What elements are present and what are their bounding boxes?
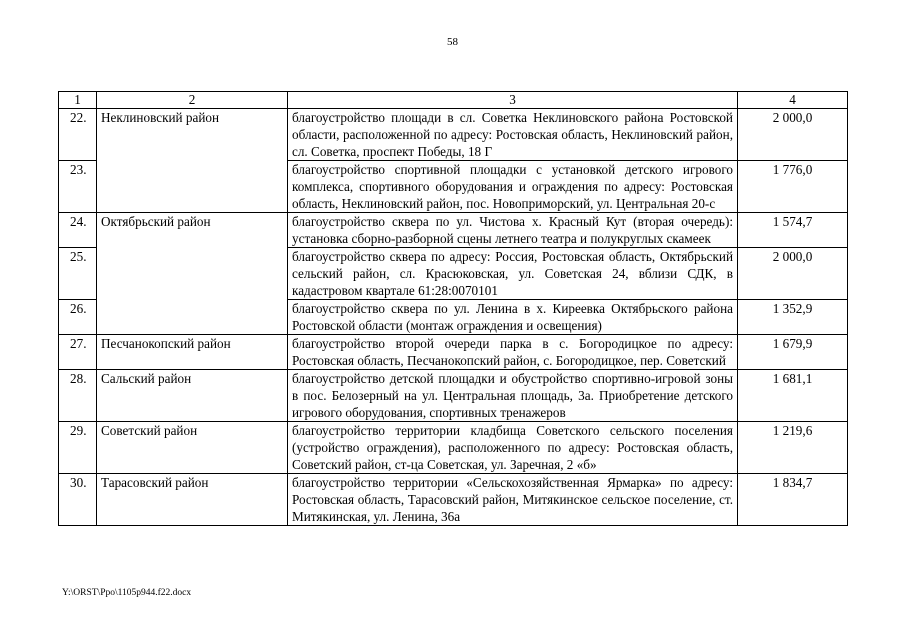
description-cell: благоустройство территории кладбища Советского сельского поселения (устройство ограждения), расположенного по адресу: Ростовская область, Советский район, ст-ца Советская, ул. Заречная, 2 «б» <box>288 422 738 474</box>
page-number: 58 <box>447 36 458 48</box>
table-row <box>59 422 848 474</box>
table-header-row <box>59 92 848 109</box>
projects-table <box>58 91 848 526</box>
district-cell: Песчанокопский район <box>97 335 288 370</box>
column-header: 1 <box>59 92 97 109</box>
row-number: 29. <box>59 422 97 474</box>
row-number: 26. <box>59 300 97 335</box>
amount-cell: 1 776,0 <box>738 161 848 213</box>
amount-cell: 1 834,7 <box>738 474 848 526</box>
row-number: 23. <box>59 161 97 213</box>
table-row <box>59 370 848 422</box>
amount-cell: 1 574,7 <box>738 213 848 248</box>
amount-cell: 2 000,0 <box>738 109 848 161</box>
district-cell: Тарасовский район <box>97 474 288 526</box>
amount-cell: 1 352,9 <box>738 300 848 335</box>
column-header: 3 <box>288 92 738 109</box>
district-cell: Неклиновский район <box>97 109 288 213</box>
row-number: 27. <box>59 335 97 370</box>
description-cell: благоустройство второй очереди парка в с. Богородицкое по адресу: Ростовская область, Песчанокопский район, с. Богородицкое, пер. Советский <box>288 335 738 370</box>
district-cell: Октябрьский район <box>97 213 288 335</box>
file-path-footer: Y:\ORST\Ppo\1105p944.f22.docx <box>62 588 192 598</box>
description-cell: благоустройство детской площадки и обустройство спортивно-игровой зоны в пос. Белозерный на ул. Центральная площадь, 3а. Приобретение детского игрового оборудования, спортивных тренажеров <box>288 370 738 422</box>
amount-cell: 1 681,1 <box>738 370 848 422</box>
district-cell: Советский район <box>97 422 288 474</box>
description-cell: благоустройство сквера по адресу: Россия, Ростовская область, Октябрьский сельский район, сл. Красюковская, ул. Советская 24, вблизи СДК, в кадастровом квартале 61:28:0070101 <box>288 248 738 300</box>
description-cell: благоустройство территории «Сельскохозяйственная Ярмарка» по адресу: Ростовская область, Тарасовский район, Митякинское сельское поселение, ст. Митякинская, ул. Ленина, 36а <box>288 474 738 526</box>
amount-cell: 1 219,6 <box>738 422 848 474</box>
row-number: 22. <box>59 109 97 161</box>
column-header: 2 <box>97 92 288 109</box>
row-number: 28. <box>59 370 97 422</box>
row-number: 25. <box>59 248 97 300</box>
description-cell: благоустройство площади в сл. Советка Неклиновского района Ростовской области, расположенной по адресу: Ростовская область, Неклиновский район, сл. Советка, проспект Победы, 18 Г <box>288 109 738 161</box>
description-cell: благоустройство сквера по ул. Ленина в х. Киреевка Октябрьского района Ростовской области (монтаж ограждения и освещения) <box>288 300 738 335</box>
column-header: 4 <box>738 92 848 109</box>
table-row <box>59 109 848 161</box>
table-row <box>59 335 848 370</box>
row-number: 24. <box>59 213 97 248</box>
district-cell: Сальский район <box>97 370 288 422</box>
description-cell: благоустройство спортивной площадки с установкой детского игрового комплекса, спортивного оборудования и ограждения по адресу: Ростовская область, Неклиновский район, пос. Новоприморский, ул. Центральная 20-с <box>288 161 738 213</box>
amount-cell: 2 000,0 <box>738 248 848 300</box>
table-row <box>59 213 848 248</box>
row-number: 30. <box>59 474 97 526</box>
description-cell: благоустройство сквера по ул. Чистова х. Красный Кут (вторая очередь): установка сборно-разборной сцены летнего театра и полукруглых скамеек <box>288 213 738 248</box>
table-row <box>59 474 848 526</box>
amount-cell: 1 679,9 <box>738 335 848 370</box>
